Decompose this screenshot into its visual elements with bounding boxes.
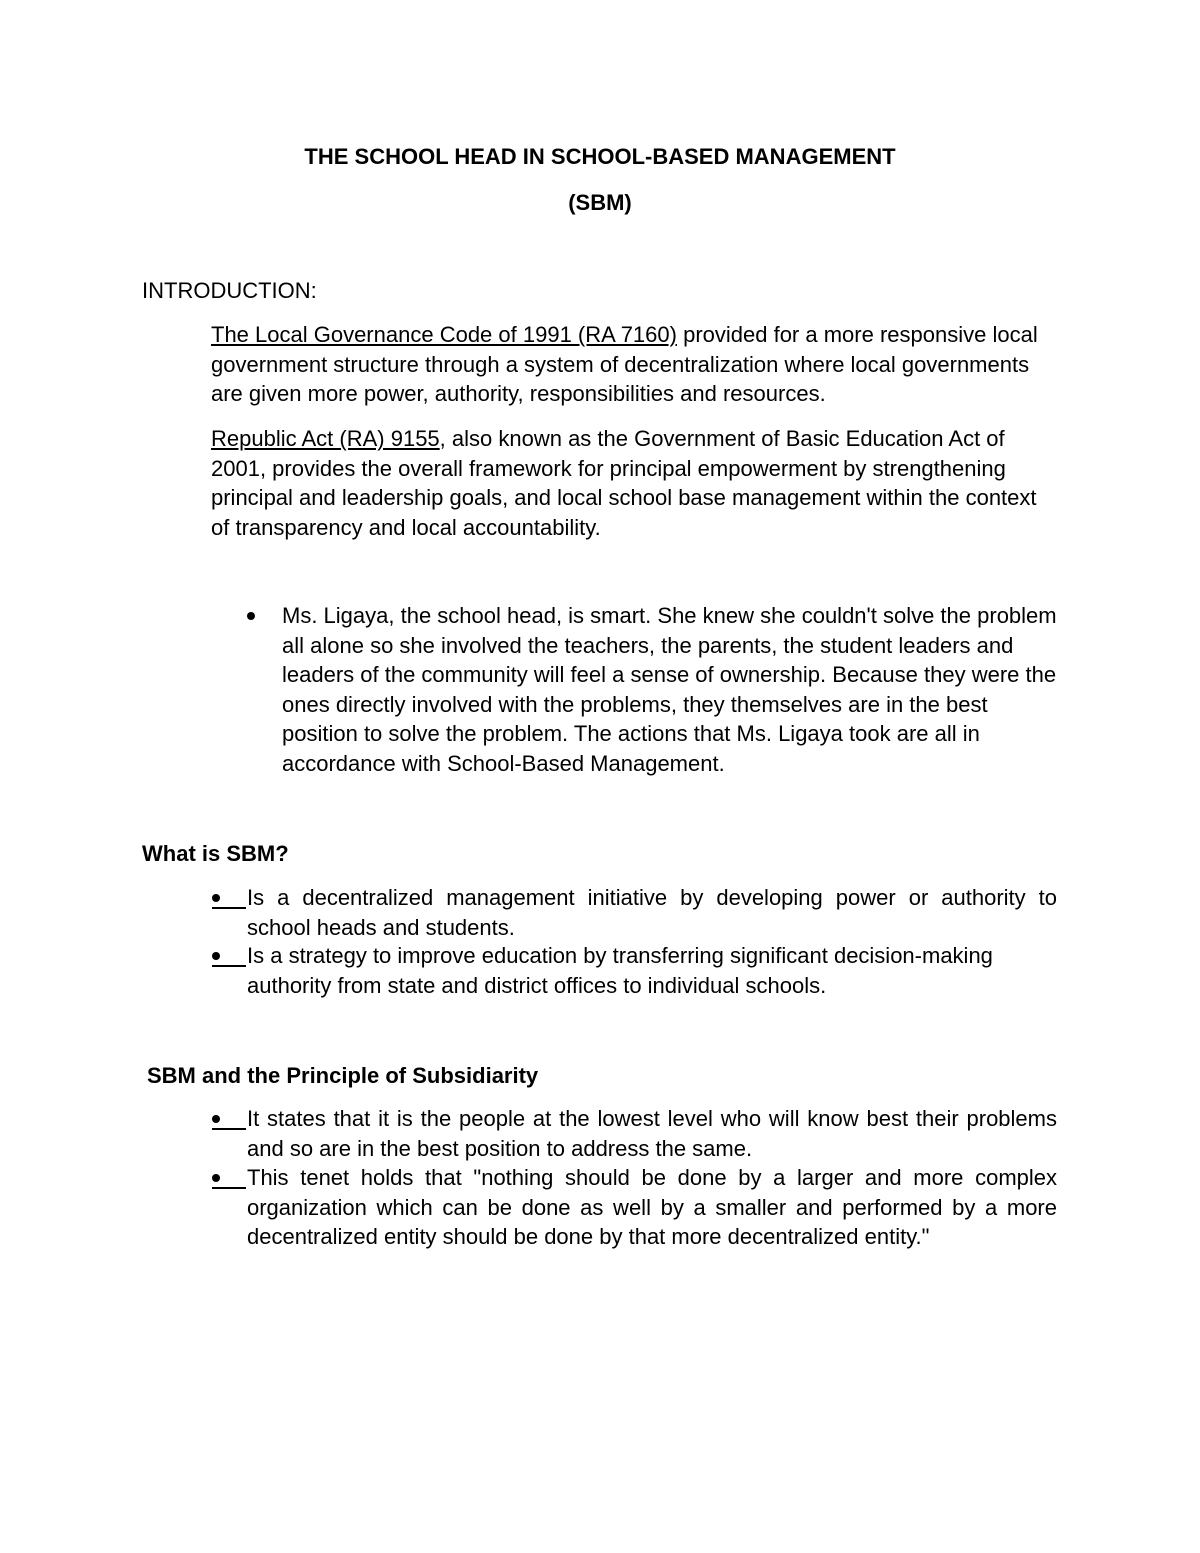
intro-item-text: provided for a more responsive local government structure through a system of decentralization where local governments are given more power, authority, responsibilities and resources.: [211, 322, 1038, 406]
bullet-icon: [212, 1174, 220, 1182]
what-is-sbm-heading: What is SBM?: [142, 841, 289, 866]
bullet-icon: [212, 952, 220, 960]
ra-7160-reference: The Local Governance Code of 1991 (RA 7160): [211, 322, 677, 347]
document-subtitle: (SBM): [568, 190, 632, 215]
list-item: Is a decentralized management initiative by developing power or authority to school heads and students.: [247, 885, 1057, 940]
story-paragraph: Ms. Ligaya, the school head, is smart. She knew she couldn't solve the problem all alone so she involved the teachers, the parents, the student leaders and leaders of the community will feel a sense of ownership. Because they were the ones directly involved with the problems, they themselves are in the best position to solve the problem. The actions that Ms. Ligaya took are all in accordance with School-Based Management.: [282, 603, 1057, 776]
list-item: Is a strategy to improve education by transferring significant decision-making authority from state and district offices to individual schools.: [247, 943, 993, 998]
intro-item-text: , also known as the Government of Basic Education Act of 2001, provides the overall framework for principal empowerment by strengthening principal and leadership goals, and local school base management within the context of transparency and local accountability.: [211, 426, 1037, 540]
ra-9155-reference: Republic Act (RA) 9155: [211, 426, 440, 451]
intro-item: [211, 320, 1061, 409]
bullet-icon: [212, 894, 220, 902]
bullet-underline: [212, 907, 246, 909]
bullet-underline: [212, 1128, 246, 1130]
bullet-underline: [212, 1187, 246, 1189]
list-item: This tenet holds that "nothing should be done by a larger and more complex organization which can be done as well by a smaller and performed by a more decentralized entity should be done by that more decentralized entity.": [247, 1165, 1057, 1249]
introduction-label: INTRODUCTION:: [142, 278, 317, 303]
intro-item: [211, 424, 1051, 542]
bullet-icon: [247, 612, 255, 620]
bullet-underline: [212, 965, 246, 967]
bullet-icon: [212, 1115, 220, 1123]
document-title: THE SCHOOL HEAD IN SCHOOL-BASED MANAGEMENT: [304, 144, 896, 169]
subsidiarity-heading: SBM and the Principle of Subsidiarity: [147, 1063, 539, 1088]
list-item: It states that it is the people at the lowest level who will know best their problems and so are in the best position to address the same.: [247, 1106, 1057, 1161]
